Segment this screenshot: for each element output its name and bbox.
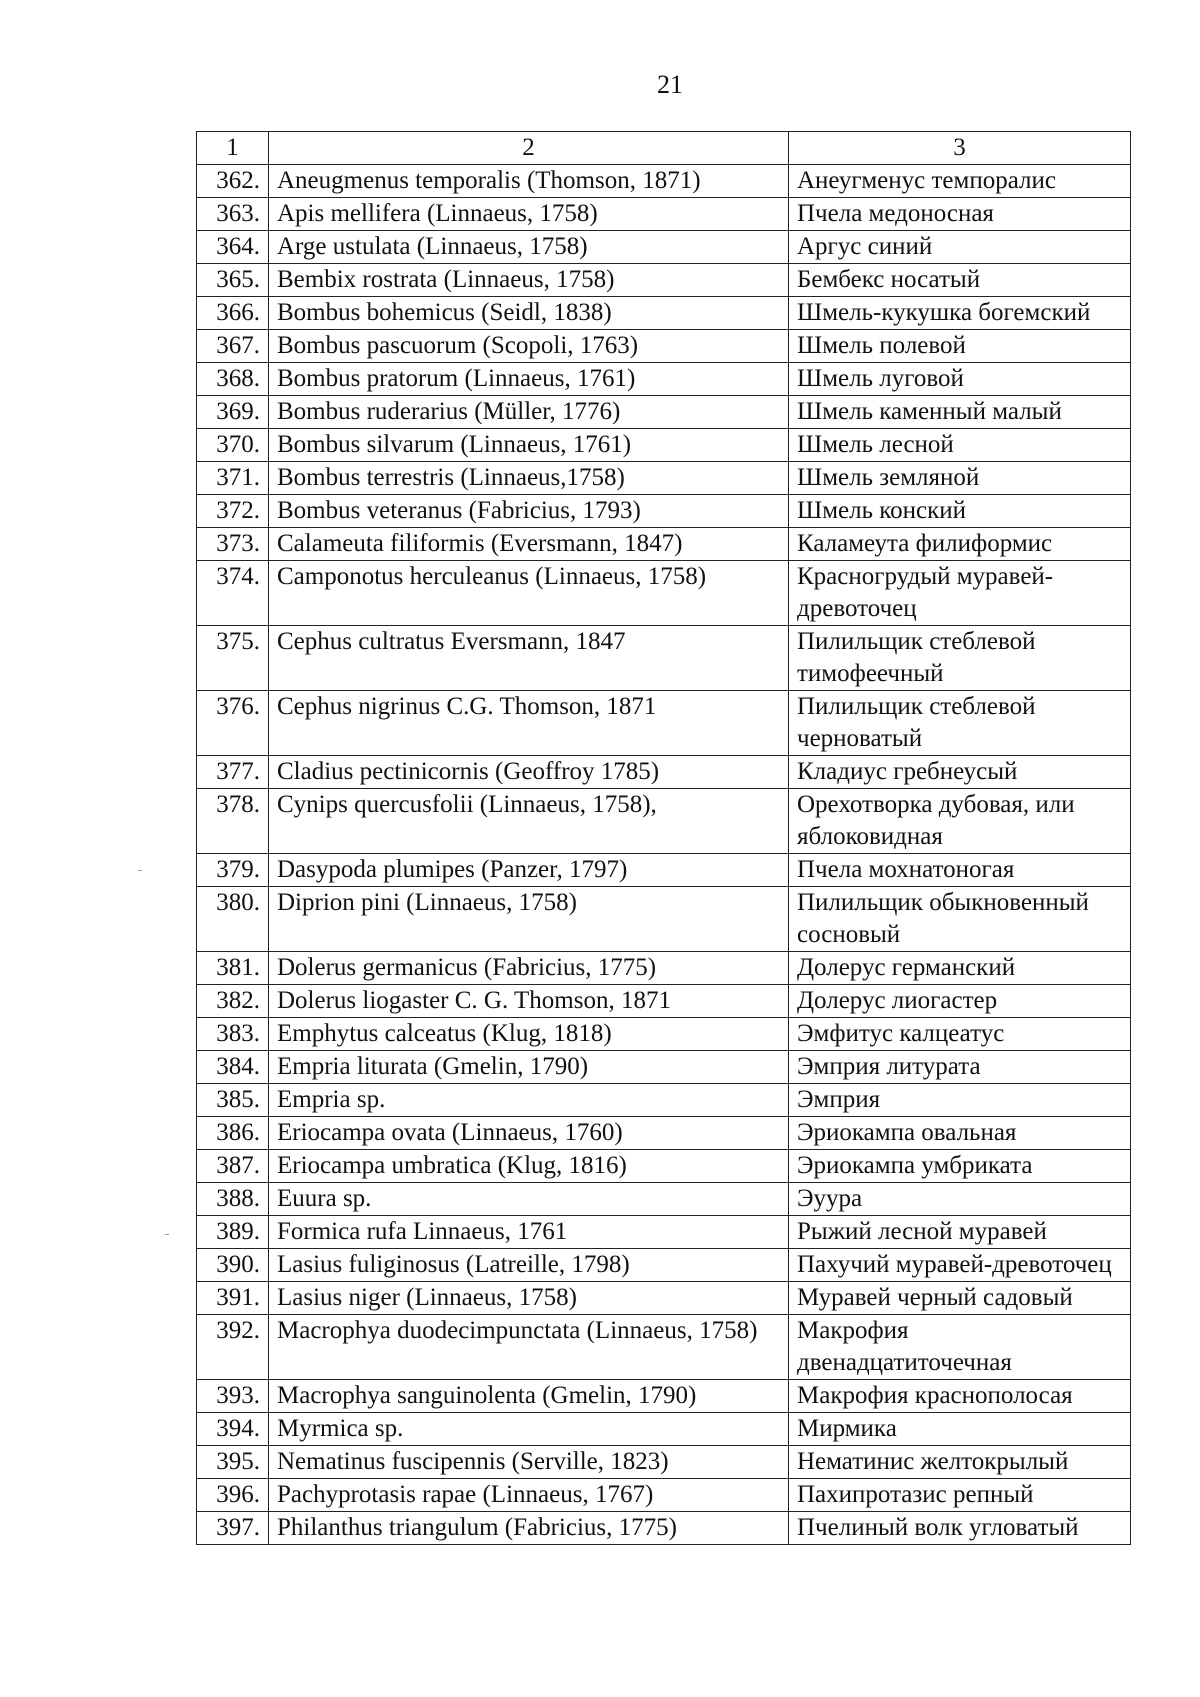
russian-name: Нематинис желтокрылый (789, 1446, 1131, 1479)
latin-name: Lasius fuliginosus (Latreille, 1798) (269, 1249, 789, 1282)
table-row (197, 330, 1131, 363)
table-row (197, 756, 1131, 789)
table-row (197, 1051, 1131, 1084)
header-col-1: 1 (197, 132, 269, 165)
row-number: 382. (197, 985, 269, 1018)
row-number: 365. (197, 264, 269, 297)
table-row (197, 1018, 1131, 1051)
table-row (197, 1413, 1131, 1446)
table-row (197, 1216, 1131, 1249)
table-row (197, 691, 1131, 756)
russian-name: Эриокампа умбриката (789, 1150, 1131, 1183)
row-number: 394. (197, 1413, 269, 1446)
latin-name: Bombus ruderarius (Müller, 1776) (269, 396, 789, 429)
latin-name: Camponotus herculeanus (Linnaeus, 1758) (269, 561, 789, 626)
latin-name: Nematinus fuscipennis (Serville, 1823) (269, 1446, 789, 1479)
table-row (197, 528, 1131, 561)
latin-name: Cynips quercusfolii (Linnaeus, 1758), (269, 789, 789, 854)
latin-name: Empria sp. (269, 1084, 789, 1117)
row-number: 386. (197, 1117, 269, 1150)
row-number: 397. (197, 1512, 269, 1545)
russian-name: Пчела медоносная (789, 198, 1131, 231)
russian-name: Пилильщик стеблевой черноватый (789, 691, 1131, 756)
table-row (197, 363, 1131, 396)
table-row (197, 1446, 1131, 1479)
russian-name: Пахипротазис репный (789, 1479, 1131, 1512)
latin-name: Euura sp. (269, 1183, 789, 1216)
latin-name: Macrophya duodecimpunctata (Linnaeus, 1758) (269, 1315, 789, 1380)
row-number: 364. (197, 231, 269, 264)
scan-mark (138, 870, 142, 871)
row-number: 384. (197, 1051, 269, 1084)
table-row (197, 1282, 1131, 1315)
latin-name: Diprion pini (Linnaeus, 1758) (269, 887, 789, 952)
russian-name: Эмприя (789, 1084, 1131, 1117)
species-table (196, 131, 1131, 1545)
latin-name: Bombus bohemicus (Seidl, 1838) (269, 297, 789, 330)
latin-name: Myrmica sp. (269, 1413, 789, 1446)
row-number: 391. (197, 1282, 269, 1315)
row-number: 393. (197, 1380, 269, 1413)
row-number: 378. (197, 789, 269, 854)
latin-name: Eriocampa ovata (Linnaeus, 1760) (269, 1117, 789, 1150)
table-header (197, 132, 1131, 165)
latin-name: Dasypoda plumipes (Panzer, 1797) (269, 854, 789, 887)
russian-name: Шмель лесной (789, 429, 1131, 462)
row-number: 389. (197, 1216, 269, 1249)
russian-name: Бембекс носатый (789, 264, 1131, 297)
row-number: 383. (197, 1018, 269, 1051)
russian-name: Эуура (789, 1183, 1131, 1216)
russian-name: Долерус германский (789, 952, 1131, 985)
russian-name: Пахучий муравей-древоточец (789, 1249, 1131, 1282)
header-row (197, 132, 1131, 165)
russian-name: Пчелиный волк угловатый (789, 1512, 1131, 1545)
russian-name: Макрофия двенадцатиточечная (789, 1315, 1131, 1380)
latin-name: Bombus silvarum (Linnaeus, 1761) (269, 429, 789, 462)
page-number: 21 (657, 70, 683, 99)
russian-name: Шмель каменный малый (789, 396, 1131, 429)
latin-name: Apis mellifera (Linnaeus, 1758) (269, 198, 789, 231)
russian-name: Шмель земляной (789, 462, 1131, 495)
table-row (197, 561, 1131, 626)
row-number: 392. (197, 1315, 269, 1380)
row-number: 390. (197, 1249, 269, 1282)
latin-name: Bombus terrestris (Linnaeus,1758) (269, 462, 789, 495)
table-row (197, 789, 1131, 854)
latin-name: Macrophya sanguinolenta (Gmelin, 1790) (269, 1380, 789, 1413)
table-row (197, 985, 1131, 1018)
russian-name: Рыжий лесной муравей (789, 1216, 1131, 1249)
row-number: 374. (197, 561, 269, 626)
russian-name: Мирмика (789, 1413, 1131, 1446)
latin-name: Calameuta filiformis (Eversmann, 1847) (269, 528, 789, 561)
russian-name: Пилильщик обыкновенный сосновый (789, 887, 1131, 952)
table-row (197, 429, 1131, 462)
header-col-2: 2 (269, 132, 789, 165)
table-row (197, 1315, 1131, 1380)
latin-name: Lasius niger (Linnaeus, 1758) (269, 1282, 789, 1315)
table-body (197, 165, 1131, 1545)
latin-name: Dolerus germanicus (Fabricius, 1775) (269, 952, 789, 985)
row-number: 366. (197, 297, 269, 330)
table-row (197, 231, 1131, 264)
latin-name: Bembix rostrata (Linnaeus, 1758) (269, 264, 789, 297)
table-row (197, 1249, 1131, 1282)
table-row (197, 1117, 1131, 1150)
latin-name: Emphytus calceatus (Klug, 1818) (269, 1018, 789, 1051)
latin-name: Cephus nigrinus C.G. Thomson, 1871 (269, 691, 789, 756)
russian-name: Эриокампа овальная (789, 1117, 1131, 1150)
table-row (197, 854, 1131, 887)
table-row (197, 264, 1131, 297)
russian-name: Шмель конский (789, 495, 1131, 528)
russian-name: Макрофия краснополосая (789, 1380, 1131, 1413)
row-number: 379. (197, 854, 269, 887)
latin-name: Bombus pascuorum (Scopoli, 1763) (269, 330, 789, 363)
latin-name: Aneugmenus temporalis (Thomson, 1871) (269, 165, 789, 198)
row-number: 375. (197, 626, 269, 691)
latin-name: Bombus pratorum (Linnaeus, 1761) (269, 363, 789, 396)
row-number: 377. (197, 756, 269, 789)
latin-name: Cephus cultratus Eversmann, 1847 (269, 626, 789, 691)
latin-name: Cladius pectinicornis (Geoffroy 1785) (269, 756, 789, 789)
russian-name: Шмель-кукушка богемский (789, 297, 1131, 330)
russian-name: Кладиус гребнеусый (789, 756, 1131, 789)
russian-name: Аргус синий (789, 231, 1131, 264)
row-number: 395. (197, 1446, 269, 1479)
row-number: 387. (197, 1150, 269, 1183)
russian-name: Пилильщик стеблевой тимофеечный (789, 626, 1131, 691)
table-row (197, 1479, 1131, 1512)
latin-name: Pachyprotasis rapae (Linnaeus, 1767) (269, 1479, 789, 1512)
row-number: 371. (197, 462, 269, 495)
row-number: 396. (197, 1479, 269, 1512)
latin-name: Bombus veteranus (Fabricius, 1793) (269, 495, 789, 528)
table-row (197, 462, 1131, 495)
russian-name: Каламеута филиформис (789, 528, 1131, 561)
latin-name: Dolerus liogaster C. G. Thomson, 1871 (269, 985, 789, 1018)
russian-name: Красногрудый муравей-древоточец (789, 561, 1131, 626)
latin-name: Formica rufa Linnaeus, 1761 (269, 1216, 789, 1249)
header-col-3: 3 (789, 132, 1131, 165)
row-number: 373. (197, 528, 269, 561)
row-number: 381. (197, 952, 269, 985)
latin-name: Philanthus triangulum (Fabricius, 1775) (269, 1512, 789, 1545)
row-number: 362. (197, 165, 269, 198)
table-row (197, 198, 1131, 231)
latin-name: Eriocampa umbratica (Klug, 1816) (269, 1150, 789, 1183)
row-number: 369. (197, 396, 269, 429)
table-row (197, 1084, 1131, 1117)
row-number: 372. (197, 495, 269, 528)
latin-name: Arge ustulata (Linnaeus, 1758) (269, 231, 789, 264)
row-number: 380. (197, 887, 269, 952)
table-row (197, 887, 1131, 952)
row-number: 376. (197, 691, 269, 756)
table-row (197, 952, 1131, 985)
table-row (197, 1150, 1131, 1183)
row-number: 368. (197, 363, 269, 396)
russian-name: Долерус лиогастер (789, 985, 1131, 1018)
table-row (197, 626, 1131, 691)
table-row (197, 165, 1131, 198)
table-row (197, 297, 1131, 330)
russian-name: Эмфитус калцеатус (789, 1018, 1131, 1051)
row-number: 367. (197, 330, 269, 363)
latin-name: Empria liturata (Gmelin, 1790) (269, 1051, 789, 1084)
russian-name: Орехотворка дубовая, или яблоковидная (789, 789, 1131, 854)
russian-name: Пчела мохнатоногая (789, 854, 1131, 887)
row-number: 370. (197, 429, 269, 462)
table-row (197, 1183, 1131, 1216)
table-row (197, 396, 1131, 429)
table-row (197, 495, 1131, 528)
table-row (197, 1512, 1131, 1545)
row-number: 388. (197, 1183, 269, 1216)
russian-name: Муравей черный садовый (789, 1282, 1131, 1315)
russian-name: Эмприя литурата (789, 1051, 1131, 1084)
russian-name: Шмель луговой (789, 363, 1131, 396)
table-row (197, 1380, 1131, 1413)
row-number: 363. (197, 198, 269, 231)
scan-mark (165, 1234, 169, 1235)
russian-name: Шмель полевой (789, 330, 1131, 363)
russian-name: Анеугменус темпоралис (789, 165, 1131, 198)
row-number: 385. (197, 1084, 269, 1117)
